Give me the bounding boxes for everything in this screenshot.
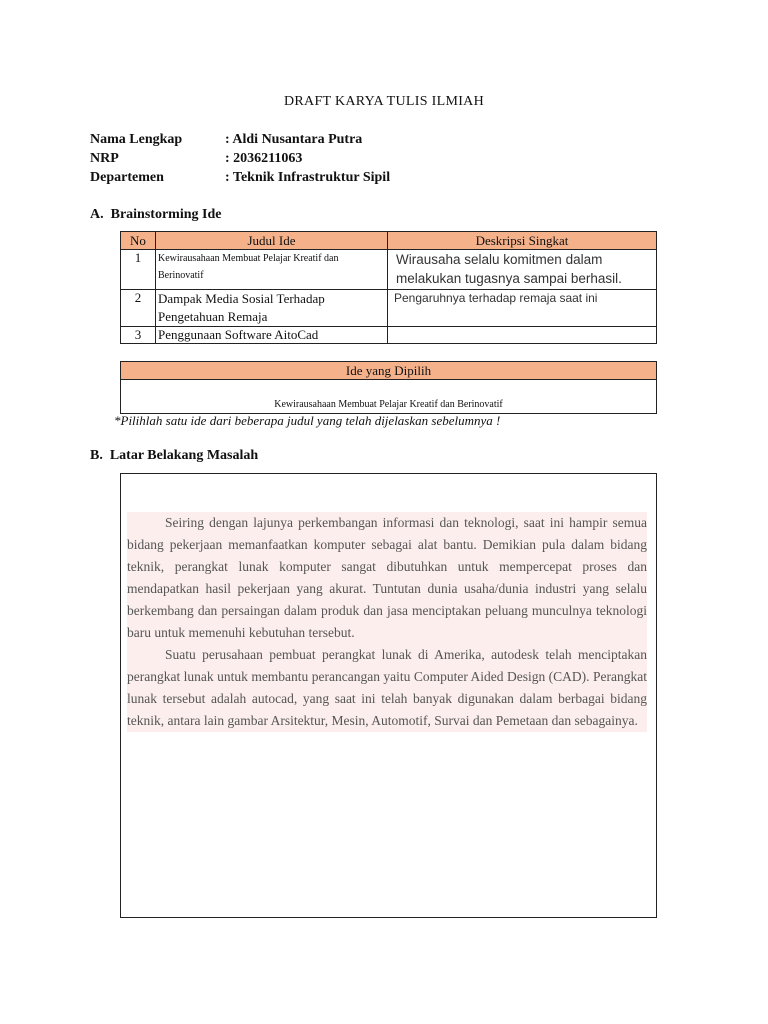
row-no: 3 [121,327,156,344]
name-value: : Aldi Nusantara Putra [225,132,363,147]
header-deskripsi: Deskripsi Singkat [388,232,657,250]
department-value: : Teknik Infrastruktur Sipil [225,170,391,185]
chosen-idea-box [120,361,657,414]
row-deskripsi: Wirausaha selalu komitmen dalam melakukan tugasnya sampai berhasil. [388,250,657,290]
name-label: Nama Lengkap [90,132,183,147]
header-judul: Judul Ide [156,232,388,250]
document-title: DRAFT KARYA TULIS ILMIAH [284,94,484,109]
row-judul: Dampak Media Sosial Terhadap Pengetahuan Remaja [156,290,388,327]
row-deskripsi [388,327,657,344]
table-row [121,250,657,290]
table-row [121,327,657,344]
paragraph: Seiring dengan lajunya perkembangan informasi dan teknologi, saat ini hampir semua bidang pekerjaan memanfaatkan komputer sebagai alat bantu. Demikian pula dalam bidang teknik, perangkat lunak komputer sangat dibutuhkan untuk mempercepat proses dan mendapatkan hasil pekerjaan yang akurat. Tuntutan dunia usaha/dunia industri yang selalu berkembang dan persaingan dalam produk dan jasa menciptakan peluang munculnya teknologi baru untuk memenuhi kebutuhan tersebut. [127,515,647,640]
nrp-label: NRP [90,151,119,166]
table-row [121,290,657,327]
row-judul: Kewirausahaan Membuat Pelajar Kreatif dan Berinovatif [156,250,388,290]
row-no: 2 [121,290,156,327]
row-judul: Penggunaan Software AitoCad [156,327,388,344]
background-paragraphs [127,512,647,732]
section-a-heading: A. Brainstorming Ide [90,207,222,222]
row-deskripsi: Pengaruhnya terhadap remaja saat ini [388,290,657,327]
background-text-box[interactable] [120,473,657,918]
paragraph: Suatu perusahaan pembuat perangkat lunak di Amerika, autodesk telah menciptakan perangkat lunak untuk membantu perancangan yaitu Computer Aided Design (CAD). Perangkat lunak tersebut adalah autocad, yang saat ini telah banyak digunakan dalam berbagai bidang teknik, antara lain gambar Arsitektur, Mesin, Automotif, Survai dan Pemetaan dan sebagainya. [127,647,647,728]
nrp-value: : 2036211063 [225,151,303,166]
table-header-row [121,232,657,250]
section-b-heading: B. Latar Belakang Masalah [90,448,259,463]
chosen-idea-header: Ide yang Dipilih [121,362,656,380]
department-label: Departemen [90,170,164,185]
row-no: 1 [121,250,156,290]
chosen-idea-value: Kewirausahaan Membuat Pelajar Kreatif dan Berinovatif [274,399,503,410]
instruction-note: *Pilihlah satu ide dari beberapa judul yang telah dijelaskan sebelumnya ! [114,413,501,428]
header-no: No [121,232,156,250]
brainstorming-table [120,231,657,344]
